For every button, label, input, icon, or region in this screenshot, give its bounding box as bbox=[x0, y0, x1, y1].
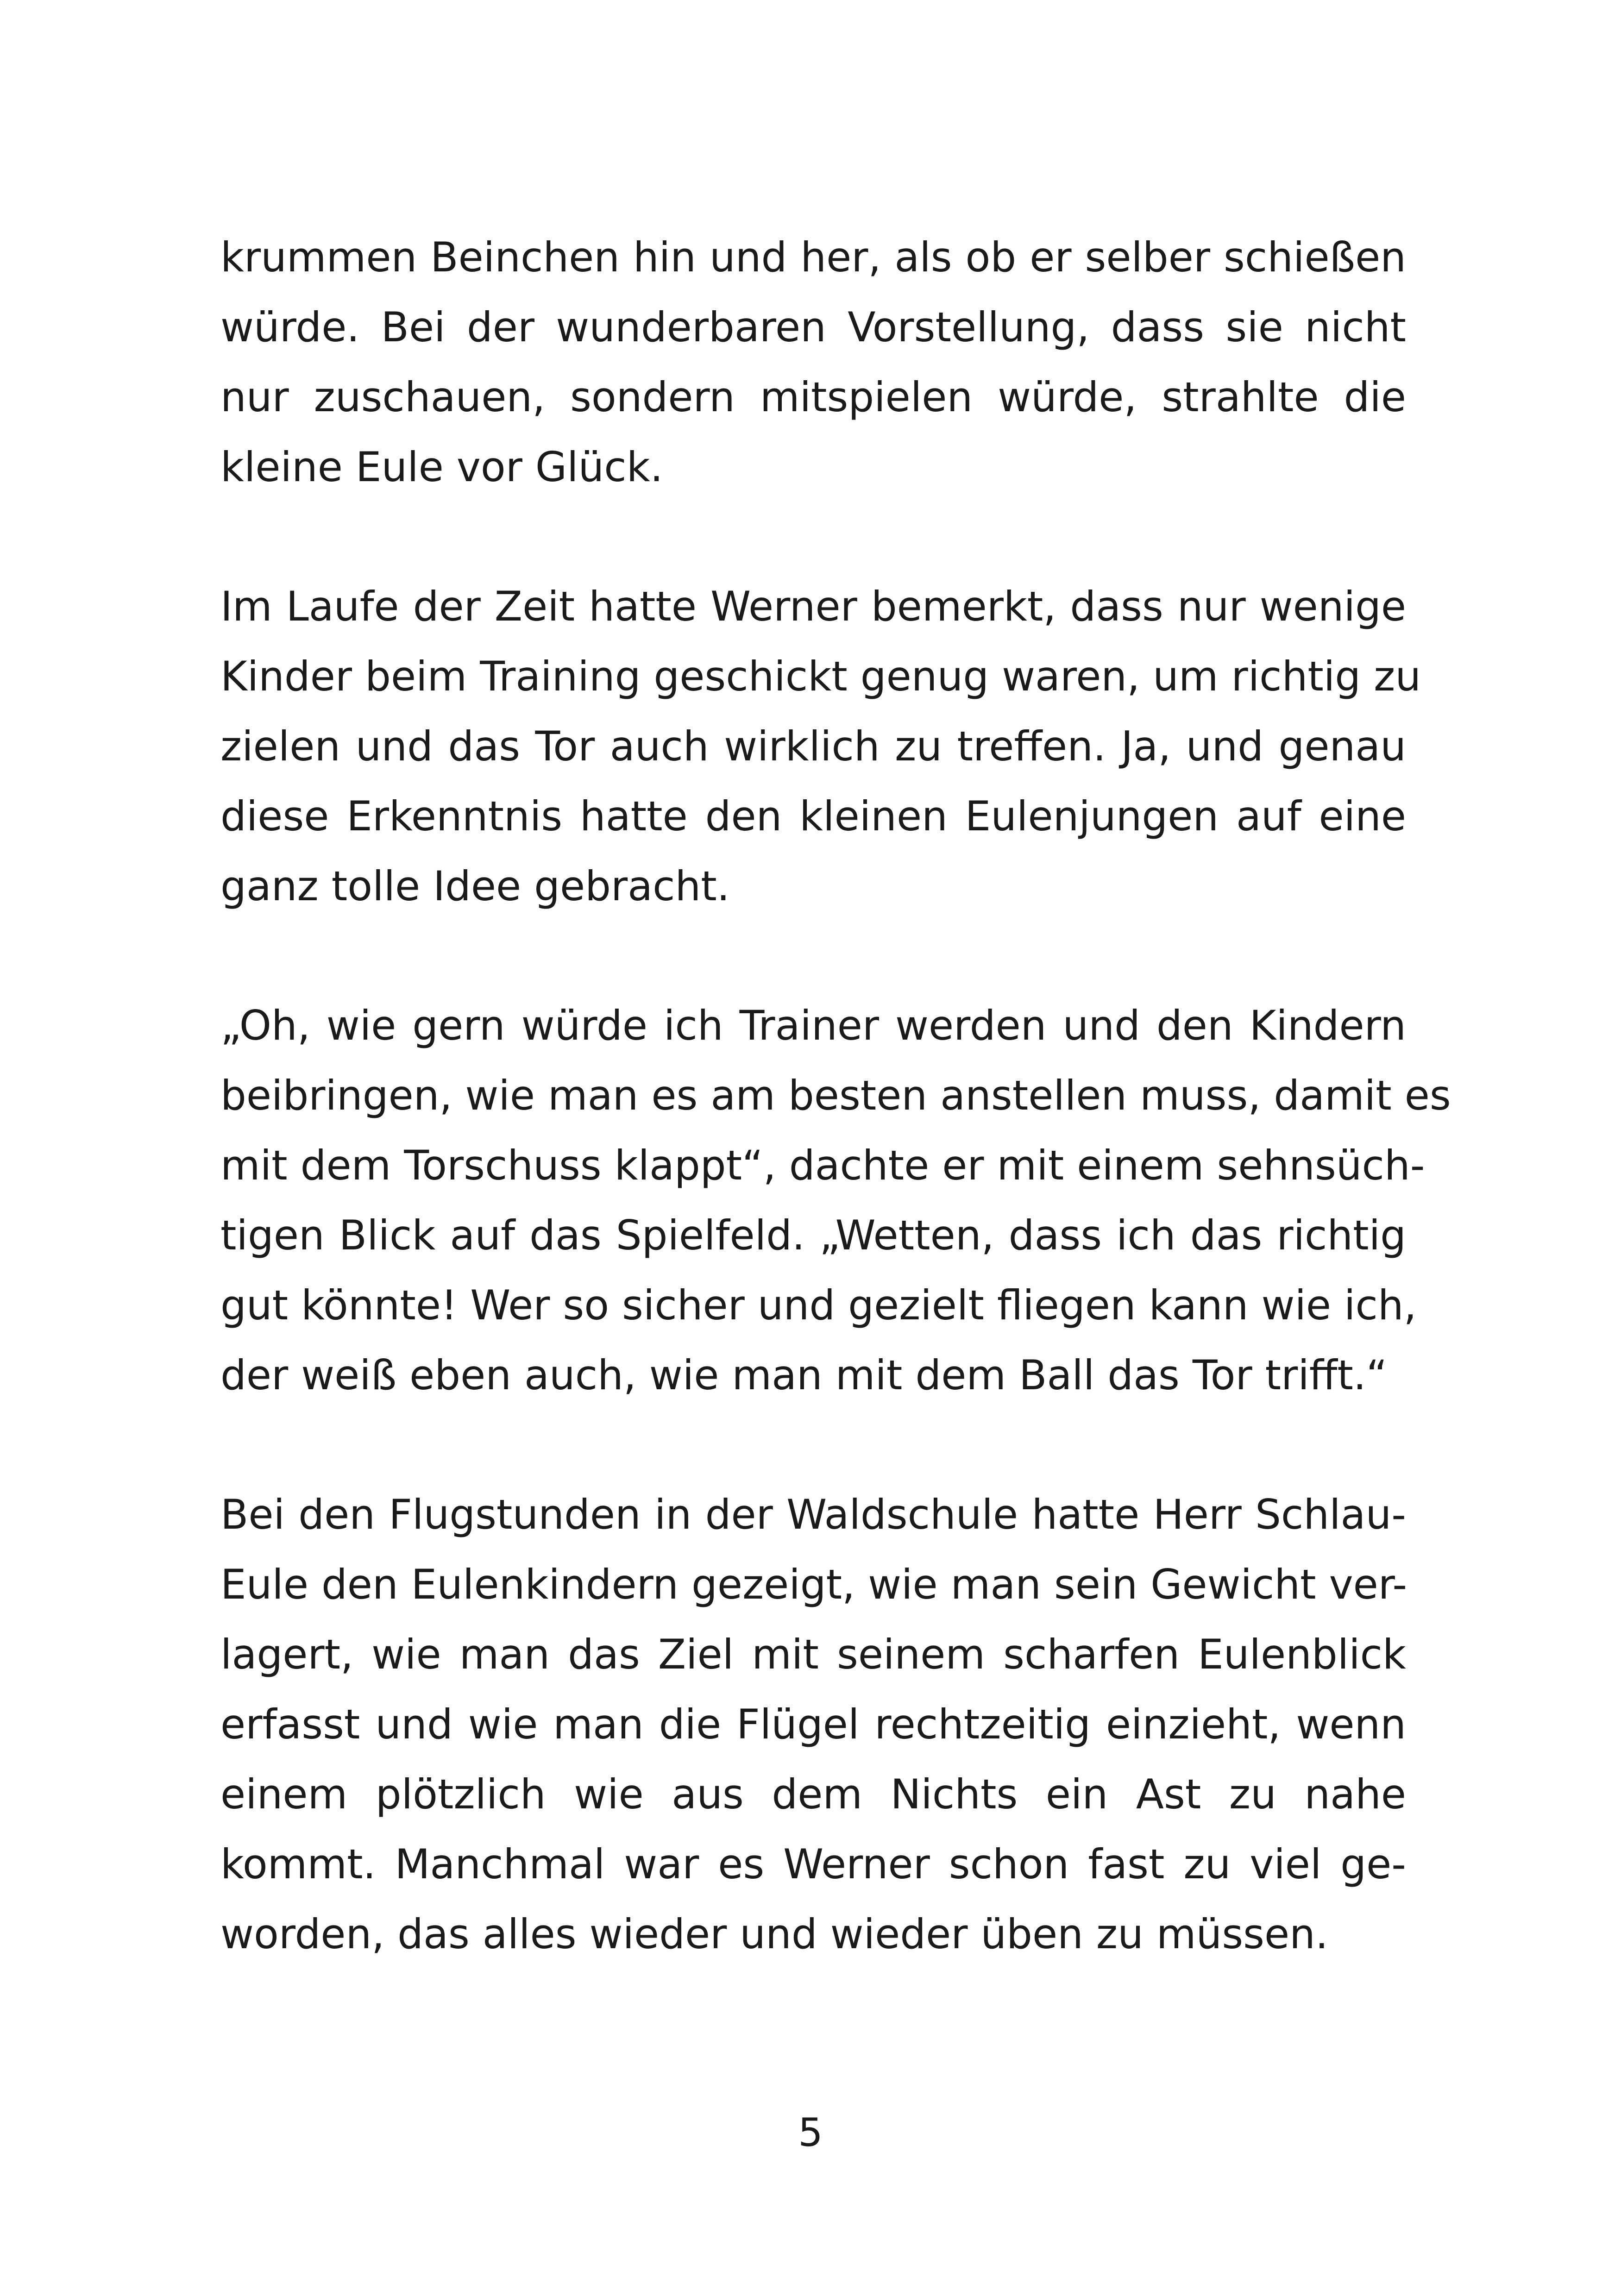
text-line: kleine Eule vor Glück. bbox=[220, 443, 663, 491]
text-line: Im Laufe der Zeit hatte Werner bemerkt, dass nur wenige bbox=[220, 583, 1406, 630]
text-line: „Oh, wie gern würde ich Trainer werden und den Kindern bbox=[220, 1002, 1406, 1049]
text-line: kommt. Manchmal war es Werner schon fast zu viel ge- bbox=[220, 1840, 1406, 1888]
text-line: beibringen, wie man es am besten anstellen muss, damit es bbox=[220, 1072, 1451, 1119]
text-line: zielen und das Tor auch wirklich zu treffen. Ja, und genau bbox=[220, 722, 1406, 770]
paragraph-1 bbox=[220, 222, 1406, 502]
text-line: mit dem Torschuss klappt“, dachte er mit einem sehnsüch- bbox=[220, 1142, 1425, 1189]
text-line: nur zuschauen, sondern mitspielen würde, strahlte die bbox=[220, 373, 1406, 421]
text-line: lagert, wie man das Ziel mit seinem scharfen Eulenblick bbox=[220, 1631, 1406, 1678]
text-line: Kinder beim Training geschickt genug waren, um richtig zu bbox=[220, 652, 1421, 700]
text-line: einem plötzlich wie aus dem Nichts ein Ast zu nahe bbox=[220, 1770, 1406, 1818]
paragraph-4 bbox=[220, 1480, 1406, 1969]
text-line: ganz tolle Idee gebracht. bbox=[220, 862, 730, 910]
text-line: erfasst und wie man die Flügel rechtzeitig einzieht, wenn bbox=[220, 1700, 1406, 1748]
text-line: tigen Blick auf das Spielfeld. „Wetten, dass ich das richtig bbox=[220, 1211, 1406, 1259]
paragraph-3 bbox=[220, 991, 1451, 1410]
text-line: krummen Beinchen hin und her, als ob er selber schießen bbox=[220, 233, 1406, 281]
text-line: worden, das alles wieder und wieder üben zu müssen. bbox=[220, 1910, 1328, 1958]
text-line: diese Erkenntnis hatte den kleinen Eulenjungen auf eine bbox=[220, 792, 1406, 840]
text-line: Bei den Flugstunden in der Waldschule hatte Herr Schlau- bbox=[220, 1491, 1406, 1538]
text-line: der weiß eben auch, wie man mit dem Ball das Tor trifft.“ bbox=[220, 1351, 1388, 1399]
text-line: würde. Bei der wunderbaren Vorstellung, dass sie nicht bbox=[220, 303, 1406, 351]
paragraph-2 bbox=[220, 571, 1421, 921]
body-text bbox=[220, 222, 1451, 2039]
text-line: Eule den Eulenkindern gezeigt, wie man sein Gewicht ver- bbox=[220, 1561, 1407, 1608]
page-number: 5 bbox=[798, 2110, 823, 2155]
text-line: gut könnte! Wer so sicher und gezielt fliegen kann wie ich, bbox=[220, 1281, 1417, 1329]
